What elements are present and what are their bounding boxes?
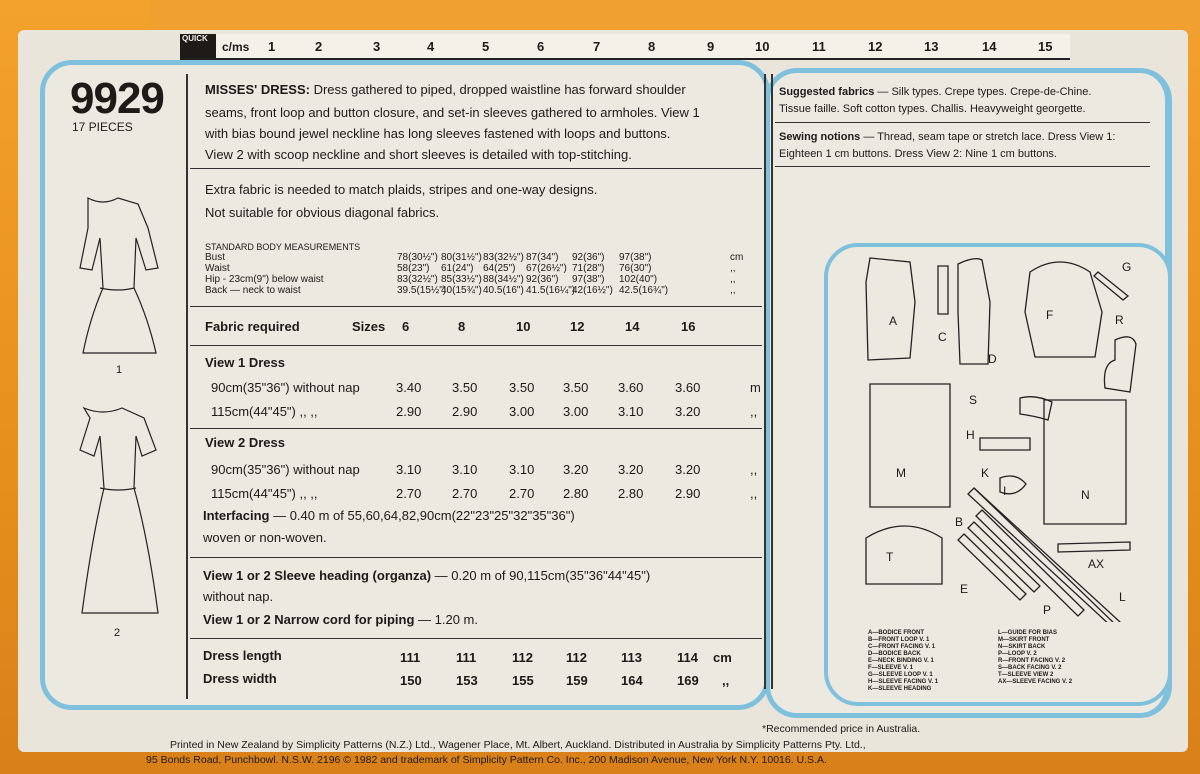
piece-letter: S [969,393,978,407]
piece-legend-left: A—BODICE FRONT B—FRONT LOOP V. 1 C—FRONT FACING V. 1 D—BODICE BACK E—NECK BINDING V. 1 F—SLEEVE V. 1 G—SLEEVE LOOP V. 1 H—SLEEVE FACING V. 1 K—SLEEVE HEADING [868,630,939,692]
description-line: View 2 with scoop neckline and short sleeves is detailed with top-stitching. [205,147,632,162]
fabric-unit: m [750,380,761,395]
measurements-header: STANDARD BODY MEASUREMENTS [205,242,361,252]
dress-length-value: 111 [400,650,421,665]
measurement-value: 64(25") [483,263,516,274]
piece-letter: L [1119,590,1126,604]
fabric-amount: 3.10 [396,462,422,477]
fabric-amount: 2.70 [509,486,535,501]
sleeve-heading-line: View 1 or 2 Sleeve heading (organza) — 0.20 m of 90,115cm(35"36"44"45") [203,568,651,583]
footer-line2: 95 Bonds Road, Punchbowl. N.S.W. 2196 © 1982 and trademark of Simplicity Pattern Co. Inc., 200 Madison Avenue, New York N.Y. 10016. U.S.A. [146,754,827,766]
fabric-amount: 3.40 [396,380,422,395]
measurement-unit: ,, [730,263,736,274]
measurement-value: 102(40") [619,274,658,285]
ruler-mark: 9 [707,39,715,54]
measurement-value: 41.5(16¼") [526,285,576,296]
dress-width-value: 150 [400,673,422,688]
measurement-value: 92(36") [526,274,559,285]
divider [775,122,1150,123]
measurement-unit: ,, [730,274,736,285]
piece-n [1044,400,1126,524]
ruler-mark: 5 [482,39,490,54]
sizes-label: Sizes [352,319,386,334]
piece-letter: R [1115,313,1124,327]
ruler-mark: 4 [427,39,435,54]
fabric-amount: 3.00 [509,404,535,419]
piece-letter: E [960,582,969,596]
fabric-amount: 3.50 [563,380,589,395]
fabric-amount: 2.70 [396,486,422,501]
measurement-unit: cm [730,252,744,263]
fabric-amount: 3.00 [563,404,589,419]
measurement-value: 42(16½") [572,285,613,296]
size-header: 16 [681,319,696,334]
size-header: 6 [402,319,410,334]
fabric-amount: 2.80 [563,486,589,501]
divider [775,166,1150,167]
piece-d [958,259,990,364]
ruler-mark: 12 [868,39,883,54]
measurement-value: 61(24") [441,263,474,274]
ruler-quick-label: QUICK [180,34,216,58]
piece-letter: H [966,428,975,442]
piece-c [938,266,948,314]
ruler-mark: 11 [812,39,826,54]
measurement-value: 58(23") [397,263,430,274]
measurement-label: Bust [205,252,226,263]
piece-m [870,384,950,507]
piece-letter: M [896,466,906,480]
ruler-mark: 7 [593,39,601,54]
piece-t [866,526,942,584]
dress-views-illustration [48,188,188,628]
measurement-value: 78(30½") [397,252,438,263]
piece-legend-right: L—GUIDE FOR BIAS M—SKIRT FRONT N—SKIRT BACK P—LOOP V. 2 R—FRONT FACING V. 2 S—BACK FACING V. 2 T—SLEEVE VIEW 2 AX—SLEEVE FACING V. 2 [998,630,1073,685]
measurement-value: 76(30") [619,263,652,274]
fabric-amount: 2.70 [452,486,478,501]
divider [190,168,762,169]
divider [190,306,762,307]
measurement-unit: ,, [730,285,736,296]
fabric-unit: ,, [750,486,758,501]
divider [190,428,762,429]
piece-letter: N [1081,488,1090,502]
ruler-mark: 15 [1038,39,1053,54]
piece-letter: AX [1088,557,1105,571]
measurement-value: 92(36") [572,252,605,263]
dress-length-label: Dress length [203,648,282,663]
measurement-value: 83(32½") [397,274,438,285]
fabric-row-label: 90cm(35"36") without nap [211,380,360,395]
fabric-amount: 2.90 [452,404,478,419]
measurement-value: 83(32½") [483,252,524,263]
measurement-value: 67(26½") [526,263,567,274]
dress-width-value: 159 [566,673,588,688]
piece-h [980,438,1030,450]
dress-length-unit: cm [713,650,732,665]
suggested-fabrics-line2: Tissue faille. Soft cotton types. Challis. Heavyweight georgette. [779,103,1086,115]
piece-letter: P [1043,603,1052,617]
sewing-notions: Sewing notions — Thread, seam tape or stretch lace. Dress View 1: [779,131,1116,143]
dress-length-value: 112 [566,650,587,665]
size-header: 10 [516,319,531,334]
view1-title: View 1 Dress [205,355,285,370]
dress-width-value: 155 [512,673,534,688]
measurement-value: 42.5(16¾") [619,285,669,296]
measurement-value: 85(33½") [441,274,482,285]
fabric-amount: 2.80 [618,486,644,501]
view1-label: 1 [116,364,123,376]
piece-r [1104,337,1136,392]
fabric-amount: 3.20 [675,462,701,477]
sleeve-heading-line2: without nap. [203,589,274,604]
measurement-value: 39.5(15½") [397,285,447,296]
dress-width-value: 169 [677,673,699,688]
piece-g [1094,272,1128,300]
fabric-amount: 3.60 [675,380,701,395]
footer-line1: Printed in New Zealand by Simplicity Patterns (N.Z.) Ltd., Wagener Place, Mt. Albert, Auckland. Distributed in Australia by Simplicity Patterns Pty. Ltd., [170,739,866,751]
fabric-amount: 3.20 [675,404,701,419]
piece-f [1025,262,1102,357]
measurement-label: Back — neck to waist [205,285,301,296]
description-line: seams, front loop and button closure, and set-in sleeves gathered to armholes. View 1 [205,105,700,120]
fabric-row-label: 115cm(44"45") ,, ,, [211,486,318,501]
measurement-label: Waist [205,263,230,274]
note-line: Not suitable for obvious diagonal fabrics. [205,205,440,220]
ruler-mark: 6 [537,39,545,54]
piece-count: 17 PIECES [72,120,133,134]
measurement-value: 97(38") [619,252,652,263]
note-line: Extra fabric is needed to match plaids, stripes and one-way designs. [205,182,598,197]
piece-letter: B [955,515,964,529]
size-header: 12 [570,319,585,334]
ruler-mark: 13 [924,39,939,54]
view2-dress [80,408,158,613]
fabric-unit: ,, [750,462,758,477]
fabric-amount: 3.50 [509,380,535,395]
size-header: 8 [458,319,466,334]
dress-length-value: 111 [456,650,477,665]
interfacing-line: Interfacing — 0.40 m of 55,60,64,82,90cm(22"23"25"32"35"36") [203,508,575,523]
fabric-amount: 3.20 [618,462,644,477]
dress-length-value: 114 [677,650,698,665]
measurement-value: 40(15¾") [441,285,482,296]
piece-letter: C [938,330,947,344]
fabric-amount: 3.10 [509,462,535,477]
ruler-mark: 8 [648,39,656,54]
dress-length-value: 112 [512,650,533,665]
piece-letter: D [988,352,997,366]
ruler-mark: 1 [268,39,276,54]
measurement-value: 87(34") [526,252,559,263]
column-divider [771,74,773,689]
ruler-mark: 2 [315,39,323,54]
dress-length-value: 113 [621,650,642,665]
piece-b [976,510,1084,616]
measurement-label: Hip - 23cm(9") below waist [205,274,324,285]
fabric-row-label: 90cm(35"36") without nap [211,462,360,477]
dress-width-value: 164 [621,673,643,688]
piece-letter: I [1003,484,1007,498]
pattern-number: 9929 [70,74,164,123]
piece-ax [1058,542,1130,552]
piece-letter: G [1122,260,1132,274]
fabric-amount: 3.10 [452,462,478,477]
suggested-fabrics: Suggested fabrics — Silk types. Crepe types. Crepe-de-Chine. [779,86,1092,98]
fabric-amount: 3.60 [618,380,644,395]
piece-letter: F [1046,308,1054,322]
measurement-value: 88(34½") [483,274,524,285]
size-header: 14 [625,319,640,334]
ruler-mark: 14 [982,39,997,54]
divider [190,638,762,639]
fabric-amount: 3.20 [563,462,589,477]
ruler-mark: 10 [755,39,770,54]
price-note: *Recommended price in Australia. [762,723,921,735]
view2-label: 2 [114,627,121,639]
fabric-required-title: Fabric required [205,319,300,334]
cord-line: View 1 or 2 Narrow cord for piping — 1.20 m. [203,612,478,627]
piece-letter: A [889,314,898,328]
fabric-amount: 2.90 [675,486,701,501]
sewing-notions-line2: Eighteen 1 cm buttons. Dress View 2: Nine 1 cm buttons. [779,148,1057,160]
piece-a [866,258,915,360]
dress-width-label: Dress width [203,671,277,686]
measurement-value: 40.5(16") [483,285,524,296]
piece-letter: K [981,466,990,480]
view1-dress [80,198,158,353]
ruler-mark: 3 [373,39,381,54]
dress-width-value: 153 [456,673,478,688]
pattern-pieces-diagram [830,252,1160,622]
fabric-amount: 2.90 [396,404,422,419]
description-line: with bias bound jewel neckline has long sleeves fastened with loops and buttons. [205,126,671,141]
measurement-value: 71(28") [572,263,605,274]
divider [190,345,762,346]
measurement-value: 80(31½") [441,252,482,263]
column-divider [764,74,766,689]
fabric-amount: 3.10 [618,404,644,419]
description-line: MISSES' DRESS: Dress gathered to piped, dropped waistline has forward shoulder [205,82,686,97]
fabric-row-label: 115cm(44"45") ,, ,, [211,404,318,419]
fabric-unit: ,, [750,404,758,419]
ruler-unit: c/ms [222,40,250,54]
view2-title: View 2 Dress [205,435,285,450]
cm-ruler [180,34,1070,60]
measurement-value: 97(38") [572,274,605,285]
divider [190,557,762,558]
interfacing-line2: woven or non-woven. [203,530,327,545]
piece-letter: T [886,550,894,564]
dress-width-unit: ,, [722,673,730,688]
fabric-amount: 3.50 [452,380,478,395]
